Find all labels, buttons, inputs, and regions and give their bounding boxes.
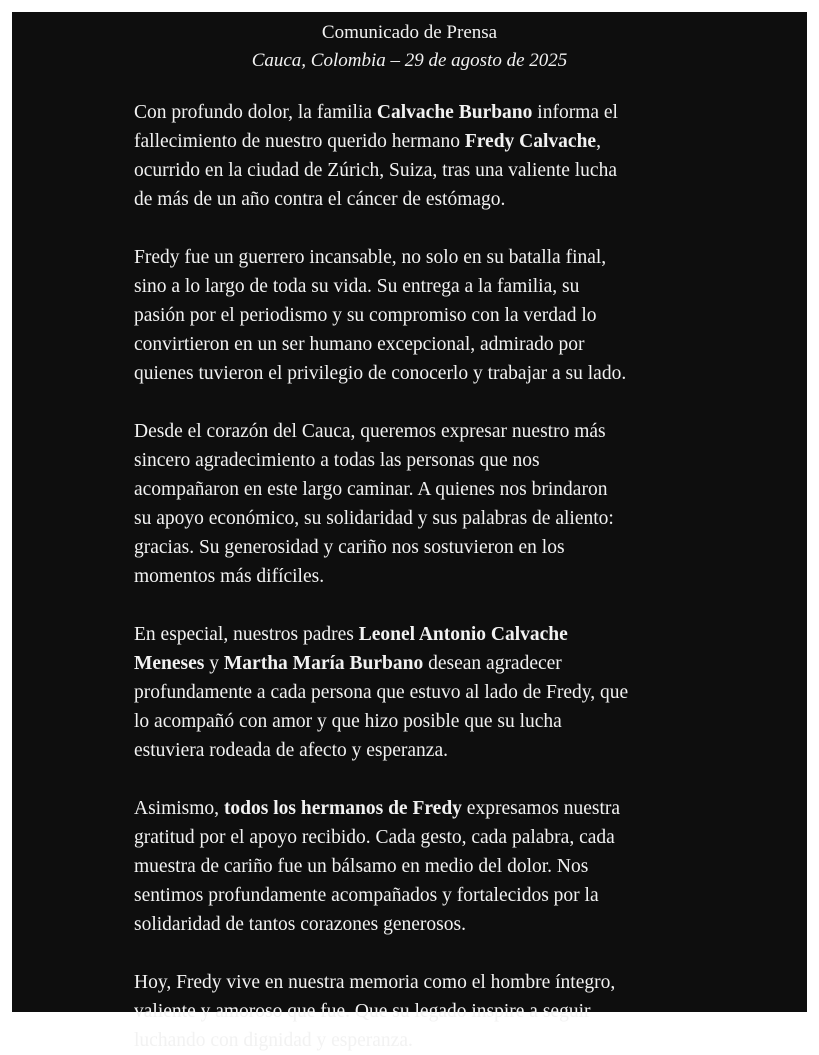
- text-run: Fredy fue un guerrero incansable, no solo en su batalla final,: [134, 247, 607, 268]
- text-run: muestra de cariño fue un bálsamo en medio del dolor. Nos: [134, 856, 589, 877]
- text-line: [134, 1026, 694, 1055]
- text-line: [134, 794, 694, 823]
- text-run: sino a lo largo de toda su vida. Su entrega a la familia, su: [134, 276, 580, 297]
- paragraph: [134, 794, 694, 939]
- bold-text: Martha María Burbano: [223, 653, 424, 674]
- document-body: [134, 98, 694, 1055]
- text-run: ocurrido en la ciudad de Zúrich, Suiza, tras una valiente lucha: [134, 160, 617, 181]
- text-run: Hoy, Fredy vive en nuestra memoria como el hombre íntegro,: [134, 972, 616, 993]
- text-line: [134, 156, 694, 185]
- text-run: acompañaron en este largo caminar. A quienes nos brindaron: [134, 479, 608, 500]
- text-run: solidaridad de tantos corazones generosos.: [134, 914, 466, 935]
- dateline: Cauca, Colombia – 29 de agosto de 2025: [251, 50, 568, 71]
- text-run: ,: [596, 131, 601, 152]
- text-line: [134, 649, 694, 678]
- document-header: [12, 12, 807, 74]
- bold-text: Meneses: [134, 653, 205, 674]
- text-run: sincero agradecimiento a todas las personas que nos: [134, 450, 540, 471]
- text-run: Asimismo,: [134, 798, 224, 819]
- bold-text: todos los hermanos de Fredy: [223, 798, 462, 819]
- text-run: En especial, nuestros padres: [134, 624, 359, 645]
- text-run: pasión por el periodismo y su compromiso con la verdad lo: [134, 305, 597, 326]
- text-run: momentos más difíciles.: [134, 566, 325, 587]
- paragraph: [134, 968, 694, 1055]
- text-run: Con profundo dolor, la familia: [134, 102, 377, 123]
- text-line: [134, 243, 694, 272]
- text-run: valiente y amoroso que fue. Que su legado inspire a seguir: [134, 1001, 591, 1022]
- text-line: [134, 881, 694, 910]
- text-line: [134, 852, 694, 881]
- text-line: [134, 417, 694, 446]
- text-run: su apoyo económico, su solidaridad y sus palabras de aliento:: [134, 508, 614, 529]
- text-line: [134, 272, 694, 301]
- text-line: [134, 301, 694, 330]
- bold-text: Calvache Burbano: [376, 102, 533, 123]
- press-release-sheet: [12, 12, 807, 1051]
- text-line: [134, 533, 694, 562]
- text-line: [134, 475, 694, 504]
- text-run: gracias. Su generosidad y cariño nos sostuvieron en los: [134, 537, 565, 558]
- text-line: [134, 562, 694, 591]
- text-run: profundamente a cada persona que estuvo al lado de Fredy, que: [134, 682, 629, 703]
- text-run: de más de un año contra el cáncer de estómago.: [134, 189, 506, 210]
- text-line: [134, 98, 694, 127]
- text-run: Desde el corazón del Cauca, queremos expresar nuestro más: [134, 421, 606, 442]
- paragraph: [134, 417, 694, 591]
- bold-text: Fredy Calvache: [464, 131, 597, 152]
- paragraph: [134, 98, 694, 214]
- text-line: [134, 707, 694, 736]
- paragraph: [134, 620, 694, 765]
- text-line: [134, 736, 694, 765]
- text-run: lo acompañó con amor y que hizo posible que su lucha: [134, 711, 562, 732]
- text-run: gratitud por el apoyo recibido. Cada gesto, cada palabra, cada: [134, 827, 615, 848]
- text-line: [134, 997, 694, 1026]
- bold-text: Leonel Antonio Calvache: [358, 624, 568, 645]
- text-run: luchando con dignidad y esperanza.: [134, 1030, 413, 1051]
- text-run: y: [204, 653, 224, 674]
- text-run: convirtieron en un ser humano excepcional, admirado por: [134, 334, 585, 355]
- text-line: [134, 446, 694, 475]
- text-line: [134, 678, 694, 707]
- text-run: fallecimiento de nuestro querido hermano: [134, 131, 465, 152]
- text-run: expresamos nuestra: [461, 798, 621, 819]
- document-title: Comunicado de Prensa: [321, 22, 498, 43]
- text-line: [134, 910, 694, 939]
- text-line: [134, 504, 694, 533]
- text-line: [134, 185, 694, 214]
- text-line: [134, 127, 694, 156]
- text-run: desean agradecer: [423, 653, 562, 674]
- text-line: [134, 359, 694, 388]
- text-run: quienes tuvieron el privilegio de conocerlo y trabajar a su lado.: [134, 363, 627, 384]
- text-line: [134, 823, 694, 852]
- paragraph: [134, 243, 694, 388]
- text-line: [134, 968, 694, 997]
- text-run: estuviera rodeada de afecto y esperanza.: [134, 740, 448, 761]
- text-line: [134, 330, 694, 359]
- text-run: sentimos profundamente acompañados y fortalecidos por la: [134, 885, 599, 906]
- text-line: [134, 620, 694, 649]
- text-run: informa el: [532, 102, 618, 123]
